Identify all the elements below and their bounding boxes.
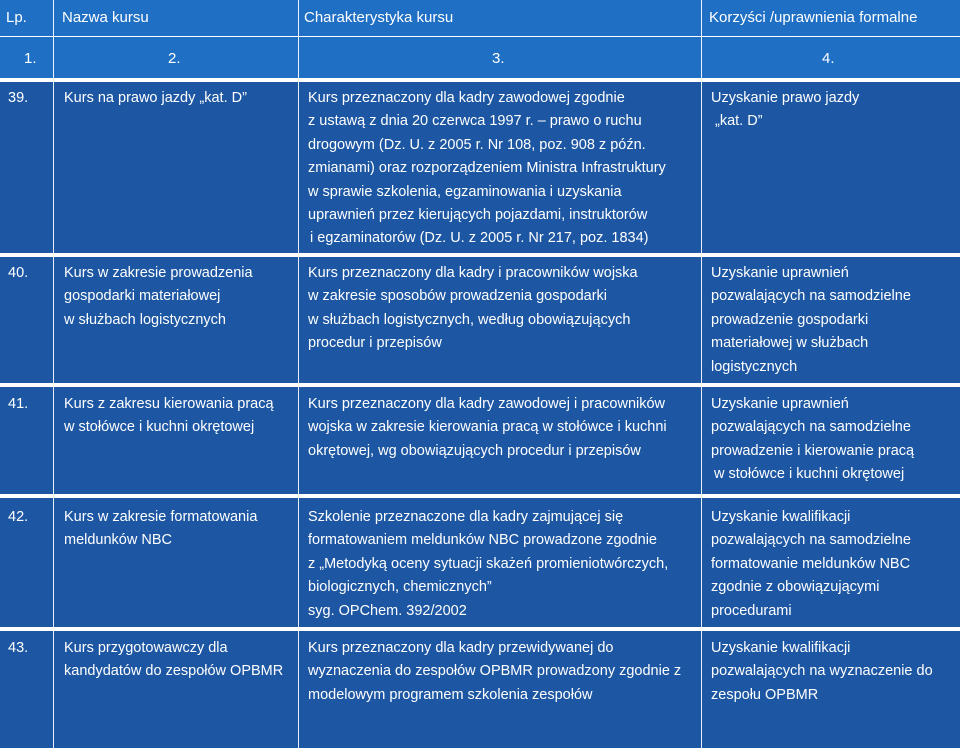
header-lp: Lp. xyxy=(6,9,27,26)
course-description: Kurs przeznaczony dla kadry i pracowników wojska w zakresie sposobów prowadzenia gospodarki w służbach logistycznych, według obowiązujących procedur i przepisów xyxy=(308,265,638,352)
column-number-2: 2. xyxy=(168,50,181,67)
row-lp: 43. xyxy=(8,640,29,656)
column-number-1: 1. xyxy=(24,50,37,67)
column-number-3: 3. xyxy=(492,50,505,67)
row-separator xyxy=(0,383,960,387)
course-name: Kurs z zakresu kierowania pracą w stołówce i kuchni okrętowej xyxy=(64,396,274,436)
header-course-name: Nazwa kursu xyxy=(62,9,149,26)
row-lp: 39. xyxy=(8,90,29,106)
row-separator xyxy=(0,748,960,754)
course-benefit: Uzyskanie kwalifikacji pozwalających na wyznaczenie do zespołu OPBMR xyxy=(711,640,933,703)
course-name: Kurs w zakresie formatowania meldunków NBC xyxy=(64,509,258,549)
column-number-row xyxy=(0,36,960,78)
course-description: Szkolenie przeznaczone dla kadry zajmującej się formatowaniem meldunków NBC prowadzone zgodnie z „Metodyką oceny sytuacji skażeń promieniotwórczych, biologicznych, chemicznych” syg. OPChem. 392/2002 xyxy=(308,509,669,619)
header-benefits: Korzyści /uprawnienia formalne xyxy=(709,9,918,26)
course-description: Kurs przeznaczony dla kadry zawodowej i pracowników wojska w zakresie kierowania pracą w stołówce i kuchni okrętowej, wg obowiązujących procedur i przepisów xyxy=(308,396,667,459)
course-description: Kurs przeznaczony dla kadry przewidywanej do wyznaczenia do zespołów OPBMR prowadzony zgodnie z modelowym programem szkolenia zespołów xyxy=(308,640,682,703)
course-benefit: Uzyskanie uprawnień pozwalających na samodzielne prowadzenie i kierowanie pracą w stołówce i kuchni okrętowej xyxy=(711,396,915,483)
row-lp: 40. xyxy=(8,265,29,281)
course-name: Kurs w zakresie prowadzenia gospodarki materiałowej w służbach logistycznych xyxy=(64,265,253,328)
column-separator xyxy=(298,0,299,754)
course-description: Kurs przeznaczony dla kadry zawodowej zgodnie z ustawą z dnia 20 czerwca 1997 r. – prawo o ruchu drogowym (Dz. U. z 2005 r. Nr 108, poz. 908 z późn. zmianami) oraz rozporządzeniem Ministra Infrastruktury w sprawie szkolenia, egzaminowania i uzyskania uprawnień przez kierujących pojazdami, instruktorów i egzaminatorów (Dz. U. z 2005 r. Nr 217, poz. 1834) xyxy=(308,90,666,247)
row-lp: 41. xyxy=(8,396,29,412)
row-separator xyxy=(0,494,960,498)
column-separator xyxy=(53,0,54,754)
course-benefit: Uzyskanie prawo jazdy „kat. D” xyxy=(711,90,860,130)
course-benefit: Uzyskanie uprawnień pozwalających na samodzielne prowadzenie gospodarki materiałowej w służbach logistycznych xyxy=(711,265,911,375)
course-name: Kurs przygotowawczy dla kandydatów do zespołów OPBMR xyxy=(64,640,284,680)
header-course-description: Charakterystyka kursu xyxy=(304,9,454,26)
row-separator xyxy=(0,253,960,257)
row-lp: 42. xyxy=(8,509,29,525)
row-separator xyxy=(0,627,960,631)
row-separator xyxy=(0,78,960,82)
column-separator xyxy=(701,0,702,754)
course-benefit: Uzyskanie kwalifikacji pozwalających na samodzielne formatowanie meldunków NBC zgodnie z obowiązującymi procedurami xyxy=(711,509,911,619)
course-name: Kurs na prawo jazdy „kat. D” xyxy=(64,90,247,106)
column-number-4: 4. xyxy=(822,50,835,67)
